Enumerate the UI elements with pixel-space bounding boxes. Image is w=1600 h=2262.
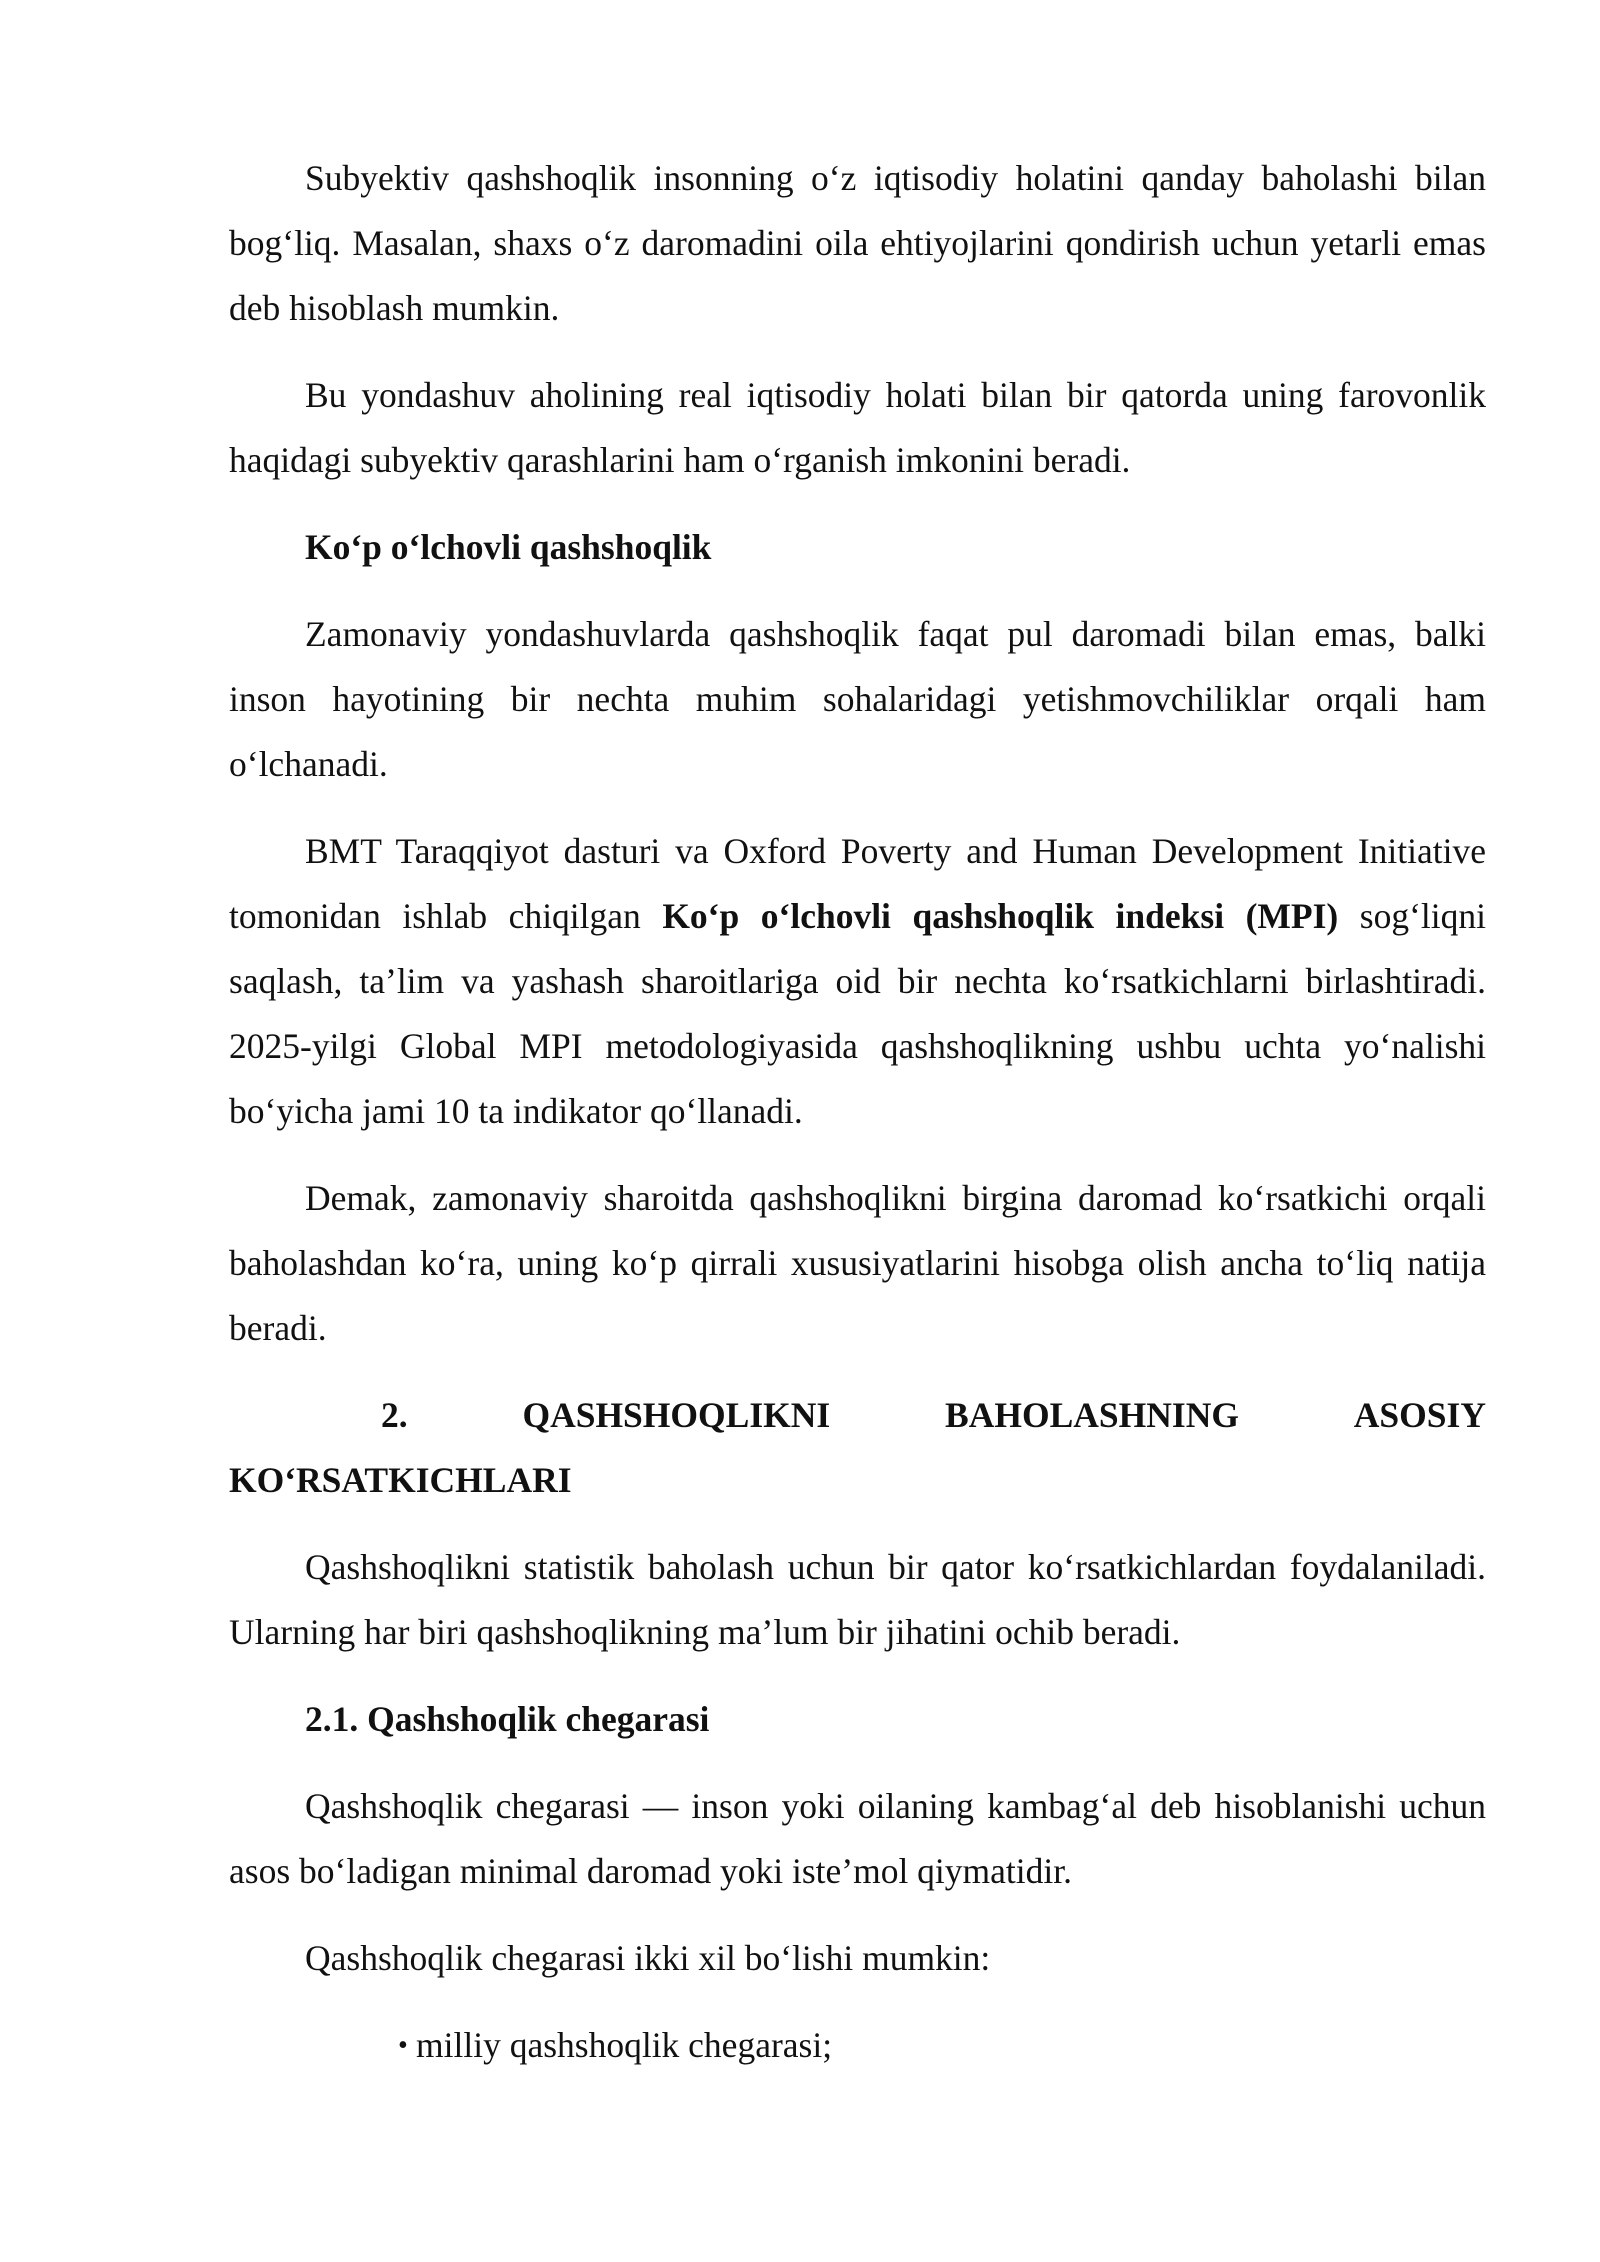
section-heading-2	[229, 1383, 1486, 1513]
paragraph-modern-approaches: Zamonaviy yondashuvlarda qashshoqlik faqat pul daromadi bilan emas, balki inson hayotining bir nechta muhim sohalaridagi yetishmovchiliklar orqali ham o‘lchanadi.	[229, 614, 1486, 784]
section-heading-line1	[229, 1383, 1486, 1448]
poverty-line-types-list	[229, 2013, 1486, 2078]
paragraph-poverty-line-definition: Qashshoqlik chegarasi — inson yoki oilaning kambag‘al deb hisoblanishi uchun asos bo‘ladigan minimal daromad yoki iste’mol qiymatidir.	[229, 1786, 1486, 1891]
section-word-2: BAHOLASHNING	[945, 1395, 1239, 1435]
mpi-bold-term: Ko‘p o‘lchovli qashshoqlik indeksi (MPI)	[662, 896, 1339, 936]
heading-multidimensional-poverty: Ko‘p o‘lchovli qashshoqlik	[305, 527, 712, 567]
paragraph-subjective-poverty: Subyektiv qashshoqlik insonning o‘z iqtisodiy holatini qanday baholashi bilan bog‘liq. Masalan, shaxs o‘z daromadini oila ehtiyojlarini qondirish uchun yetarli emas deb hisoblash mumkin.	[229, 158, 1486, 328]
section-word-3: ASOSIY	[1353, 1395, 1486, 1435]
paragraph-poverty-line-types: Qashshoqlik chegarasi ikki xil bo‘lishi mumkin:	[305, 1938, 991, 1978]
mpi-text-part1: BMT Taraqqiyot dasturi va Oxford Poverty and Human Development Initiative tomonidan ishlab chiqilgan	[229, 831, 1486, 936]
paragraph-mpi	[229, 819, 1486, 1144]
section-number: 2.	[381, 1395, 408, 1435]
section-word-1: QASHSHOQLIKNI	[522, 1395, 831, 1435]
mpi-text-part2: sog‘liqni saqlash, ta’lim va yashash sharoitlariga oid bir nechta ko‘rsatkichlarni birlashtiradi. 2025-yilgi Global MPI metodologiyasida qashshoqlikning ushbu uchta yo‘nalishi bo‘yicha jami 10 ta indikator qo‘llanadi.	[229, 896, 1486, 1131]
list-item: • milliy qashshoqlik chegarasi;	[398, 2013, 1486, 2078]
paragraph-approach: Bu yondashuv aholining real iqtisodiy holati bilan bir qatorda uning farovonlik haqidagi subyektiv qarashlarini ham o‘rganish imkonini beradi.	[229, 375, 1486, 480]
heading-subsection-2-1: 2.1. Qashshoqlik chegarasi	[305, 1699, 710, 1739]
paragraph-section2-intro: Qashshoqlikni statistik baholash uchun bir qator ko‘rsatkichlardan foydalaniladi. Ularning har biri qashshoqlikning ma’lum bir jihatini ochib beradi.	[229, 1547, 1486, 1652]
paragraph-conclusion: Demak, zamonaviy sharoitda qashshoqlikni birgina daromad ko‘rsatkichi orqali baholashdan ko‘ra, uning ko‘p qirrali xususiyatlarini hisobga olish ancha to‘liq natija beradi.	[229, 1178, 1486, 1348]
section-heading-line2: KO‘RSATKICHLARI	[229, 1460, 572, 1500]
